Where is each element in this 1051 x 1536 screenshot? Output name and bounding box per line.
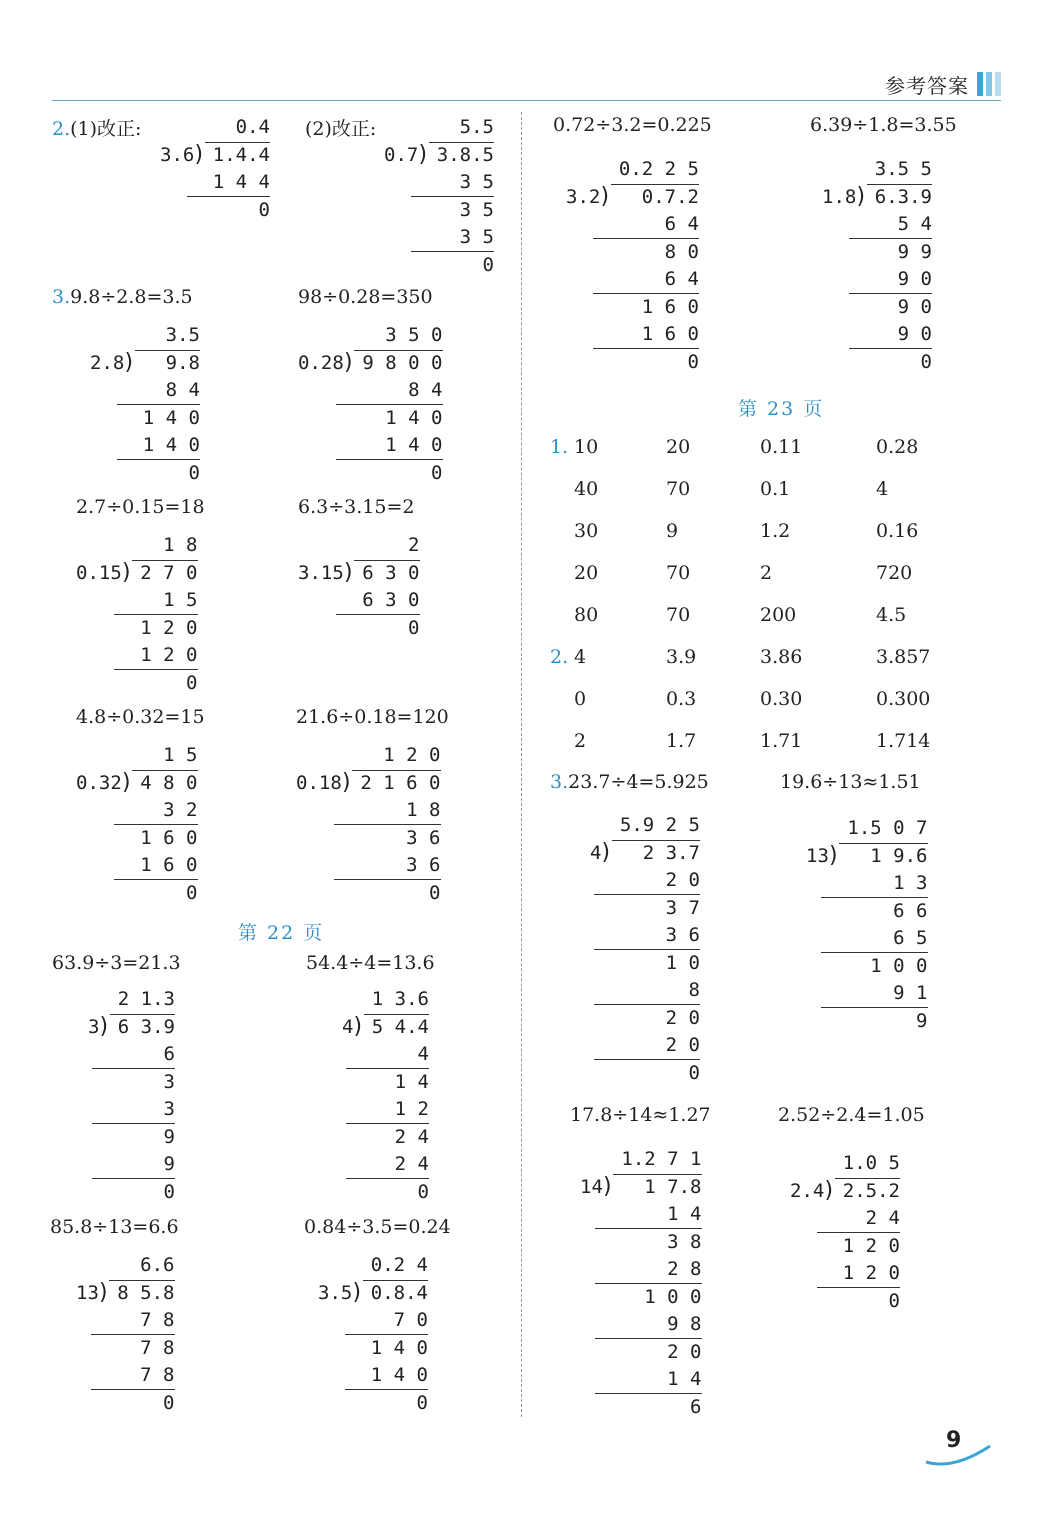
- division-quotient: 0.2 4: [370, 1254, 428, 1276]
- division-quotient: 5.5: [459, 116, 494, 138]
- division-divisor: 2.8: [90, 351, 125, 374]
- division-step: 3 5: [459, 198, 494, 221]
- division-divisor: 4: [342, 1015, 354, 1038]
- answer-cell: 1.714: [876, 730, 931, 752]
- right-eq1: 0.72÷3.2=0.225: [553, 114, 712, 136]
- answer-cell: 80: [574, 604, 599, 626]
- division-quotient: 1 2 0: [383, 744, 441, 766]
- division-step: 1 2 0: [140, 616, 198, 639]
- division-step: 1 2 0: [842, 1262, 900, 1284]
- answer-cell: 3.86: [760, 646, 803, 668]
- answer-cell: 30: [574, 520, 599, 542]
- p22-eq1: 63.9÷3=21.3: [52, 952, 181, 974]
- answer-cell: 3.857: [876, 646, 931, 668]
- p23-q3-eq4: 2.52÷2.4=1.05: [778, 1104, 925, 1126]
- division-step: 7 8: [140, 1336, 175, 1359]
- division-step: 0: [163, 1391, 175, 1414]
- division-step: 3 6: [406, 854, 441, 876]
- answer-cell: 1.7: [666, 730, 697, 752]
- division-dividend: 1 9.6: [870, 844, 928, 867]
- division-dividend: 5 4.4: [371, 1015, 429, 1038]
- division-bracket-icon: ): [194, 141, 204, 167]
- division-step: 1 2 0: [140, 644, 198, 666]
- division-step: 3 5: [459, 171, 494, 193]
- answer-cell: 20: [666, 436, 691, 458]
- division-step: 9 9: [897, 240, 932, 263]
- division-quotient: 1 8: [163, 534, 198, 556]
- division-step: 2 4: [394, 1153, 429, 1175]
- long-division: [342, 986, 429, 1206]
- division-step: 5 4: [897, 213, 932, 235]
- division-step: 0: [416, 1391, 428, 1414]
- division-quotient: 2 1.3: [117, 988, 175, 1010]
- division-step: 9 0: [897, 323, 932, 345]
- division-quotient: 2: [408, 534, 420, 556]
- answer-cell: 0.28: [876, 436, 919, 458]
- division-step: 8: [688, 979, 700, 1001]
- answer-cell: 200: [760, 604, 797, 626]
- division-step: 0: [188, 461, 200, 484]
- long-division: [88, 986, 175, 1206]
- page-header-title: 参考答案: [885, 74, 969, 98]
- q3-eq2: 98÷0.28=350: [298, 286, 433, 308]
- division-divisor: 13: [806, 844, 829, 867]
- division-step: 9 0: [897, 295, 932, 318]
- answer-cell: 4: [876, 478, 889, 500]
- answer-cell: 70: [666, 562, 691, 584]
- q3-eq1: [52, 286, 193, 308]
- division-quotient: 0.2 2 5: [618, 158, 699, 180]
- answer-cell: 0.3: [666, 688, 697, 710]
- division-dividend: 6 3 0: [362, 561, 420, 584]
- division-step: 1 4 0: [385, 434, 443, 456]
- p23-q3-eq2: 19.6÷13≈1.51: [780, 771, 921, 793]
- division-dividend: 6.3.9: [874, 185, 932, 208]
- division-step: 6 3 0: [362, 589, 420, 611]
- division-quotient: 1 3.6: [371, 988, 429, 1010]
- division-step: 7 8: [140, 1309, 175, 1331]
- p22-eq4: 0.84÷3.5=0.24: [304, 1216, 451, 1238]
- division-step: 9: [916, 1009, 928, 1032]
- division-quotient: 3.5: [165, 324, 200, 346]
- division-divisor: 0.15: [76, 561, 122, 584]
- division-step: 6 4: [664, 268, 699, 290]
- answer-cell: 2: [760, 562, 773, 584]
- division-bracket-icon: ): [344, 559, 353, 585]
- answer-cell: 1.2: [760, 520, 791, 542]
- long-division: [384, 114, 494, 279]
- division-step: 6: [690, 1395, 702, 1418]
- division-step: 2 0: [665, 1006, 700, 1029]
- division-divisor: 3.5: [318, 1281, 353, 1304]
- division-step: 8 4: [165, 379, 200, 401]
- division-bracket-icon: ): [122, 559, 131, 585]
- division-dividend: 9 8 0 0: [362, 351, 443, 374]
- division-step: 1 4 0: [385, 406, 443, 429]
- division-step: 2 4: [865, 1207, 900, 1229]
- division-divisor: 0.32: [76, 771, 122, 794]
- division-step: 1 6 0: [641, 295, 699, 318]
- division-bracket-icon: ): [603, 1173, 612, 1199]
- division-bracket-icon: ): [824, 1177, 834, 1203]
- division-step: 3 8: [667, 1230, 702, 1253]
- long-division: [318, 1252, 428, 1417]
- division-quotient: 0.4: [235, 116, 270, 138]
- section-page-22: 第 22 页: [238, 922, 325, 944]
- division-step: 3 6: [406, 826, 441, 849]
- division-dividend: 6 3.9: [117, 1015, 175, 1038]
- division-dividend: 2 1 6 0: [360, 771, 441, 794]
- header-decoration-icon: [977, 72, 1001, 96]
- division-dividend: 4 8 0: [140, 771, 198, 794]
- division-divisor: 4: [590, 841, 602, 864]
- answer-cell: 10: [574, 436, 599, 458]
- answer-cell: 3.9: [666, 646, 697, 668]
- long-division: [298, 532, 420, 642]
- division-step: 1 4: [394, 1070, 429, 1093]
- division-step: 7 0: [393, 1309, 428, 1331]
- division-divisor: 3.2: [566, 185, 601, 208]
- division-step: 1 2: [394, 1098, 429, 1120]
- long-division: [580, 1146, 702, 1421]
- q2-label: [52, 114, 141, 141]
- division-step: 1 0: [665, 951, 700, 974]
- division-quotient: 1.0 5: [842, 1152, 900, 1174]
- question-number: 2.: [550, 646, 569, 668]
- division-dividend: 1.4.4: [212, 143, 270, 166]
- answer-cell: 0.16: [876, 520, 919, 542]
- division-divisor: 14: [580, 1175, 603, 1198]
- division-bracket-icon: ): [353, 1013, 363, 1039]
- division-step: 0: [920, 350, 932, 373]
- division-step: 9 8: [667, 1313, 702, 1335]
- division-dividend: 9.8: [165, 351, 200, 374]
- long-division: [590, 812, 700, 1087]
- division-quotient: 3 5 0: [385, 324, 443, 346]
- p22-eq2: 54.4÷4=13.6: [306, 952, 435, 974]
- answer-cell: 20: [574, 562, 599, 584]
- division-step: 2 0: [667, 1340, 702, 1363]
- division-step: 3 7: [665, 896, 700, 919]
- division-step: 0: [186, 881, 198, 904]
- division-step: 2 0: [665, 869, 700, 891]
- q3-eq5: 4.8÷0.32=15: [76, 706, 205, 728]
- answer-cell: 0.1: [760, 478, 791, 500]
- p23-q3-eq3: 17.8÷14≈1.27: [570, 1104, 711, 1126]
- equation-text: 9.8÷2.8=3.5: [70, 286, 193, 308]
- answer-cell: 720: [876, 562, 913, 584]
- answer-cell: 0: [574, 688, 587, 710]
- division-step: 9 1: [893, 982, 928, 1004]
- p23-q3-eq1: [550, 771, 709, 793]
- division-step: 6 5: [893, 927, 928, 949]
- division-bracket-icon: ): [99, 1279, 108, 1305]
- division-step: 0: [408, 616, 420, 639]
- division-dividend: 3.8.5: [436, 143, 494, 166]
- division-divisor: 1.8: [822, 185, 857, 208]
- division-quotient: 6.6: [140, 1254, 175, 1276]
- answer-cell: 4.5: [876, 604, 907, 626]
- long-division: [790, 1150, 900, 1315]
- q3-number: 3.: [52, 286, 71, 308]
- equation-text: 23.7÷4=5.925: [568, 771, 709, 793]
- division-step: 1 5: [163, 589, 198, 611]
- division-dividend: 2 3.7: [642, 841, 700, 864]
- division-dividend: 1 7.8: [644, 1175, 702, 1198]
- division-step: 1 4: [667, 1203, 702, 1225]
- division-step: 0: [429, 881, 441, 904]
- division-step: 1 4: [667, 1368, 702, 1390]
- division-quotient: 1.2 7 1: [621, 1148, 702, 1170]
- division-step: 1 3: [893, 872, 928, 894]
- division-step: 1 4 4: [212, 171, 270, 193]
- section-page-23: 第 23 页: [738, 398, 825, 420]
- long-division: [90, 322, 200, 487]
- long-division: [76, 532, 198, 697]
- q3-eq4: 6.3÷3.15=2: [298, 496, 415, 518]
- division-divisor: 3.6: [160, 143, 195, 166]
- division-step: 1 4 0: [370, 1336, 428, 1359]
- division-bracket-icon: ): [352, 1279, 362, 1305]
- division-step: 0: [688, 1061, 700, 1084]
- page-number: 9: [946, 1428, 962, 1453]
- division-step: 0: [888, 1289, 900, 1312]
- long-division: [566, 156, 699, 376]
- division-quotient: 5.9 2 5: [619, 814, 700, 836]
- right-eq2: 6.39÷1.8=3.55: [810, 114, 957, 136]
- division-step: 0: [687, 350, 699, 373]
- division-step: 3: [163, 1070, 175, 1093]
- division-step: 0: [258, 198, 270, 221]
- division-step: 0: [431, 461, 443, 484]
- division-step: 2 0: [665, 1034, 700, 1056]
- q3-eq6: 21.6÷0.18=120: [296, 706, 449, 728]
- answer-cell: 0.30: [760, 688, 803, 710]
- answer-cell: 0.300: [876, 688, 931, 710]
- division-step: 1 4 0: [142, 434, 200, 456]
- division-step: 2 8: [667, 1258, 702, 1280]
- division-bracket-icon: ): [342, 769, 351, 795]
- division-step: 0: [482, 253, 494, 276]
- division-dividend: 2.5.2: [842, 1179, 900, 1202]
- column-divider: [521, 112, 522, 1417]
- division-step: 3 5: [459, 226, 494, 248]
- division-step: 1 6 0: [641, 323, 699, 345]
- long-division: [806, 815, 928, 1035]
- question-number: 1.: [550, 436, 569, 458]
- division-step: 8 0: [664, 240, 699, 263]
- answer-cell: 2: [574, 730, 587, 752]
- long-division: [822, 156, 932, 376]
- division-step: 9: [163, 1153, 175, 1175]
- division-step: 6 4: [664, 213, 699, 235]
- answer-cell: 1.71: [760, 730, 803, 752]
- division-step: 3 2: [163, 799, 198, 821]
- division-bracket-icon: ): [122, 769, 131, 795]
- answer-cell: 9: [666, 520, 679, 542]
- long-division: [296, 742, 441, 907]
- q3-eq3: 2.7÷0.15=18: [76, 496, 205, 518]
- division-step: 0: [417, 1180, 429, 1203]
- division-divisor: 13: [76, 1281, 99, 1304]
- long-division: [160, 114, 270, 224]
- p23-q3-number: 3.: [550, 771, 569, 793]
- division-step: 1 4 0: [370, 1364, 428, 1386]
- division-bracket-icon: ): [99, 1013, 109, 1039]
- division-step: 6: [163, 1043, 175, 1065]
- division-dividend: 2 7 0: [140, 561, 198, 584]
- division-divisor: 0.7: [384, 143, 419, 166]
- division-quotient: 1.5 0 7: [847, 817, 928, 839]
- division-quotient: 1 5: [163, 744, 198, 766]
- division-dividend: 0.7.2: [641, 185, 699, 208]
- division-divisor: 2.4: [790, 1179, 825, 1202]
- p22-eq3: 85.8÷13=6.6: [50, 1216, 179, 1238]
- division-bracket-icon: ): [124, 349, 134, 375]
- division-dividend: 8 5.8: [117, 1281, 175, 1304]
- division-step: 0: [186, 671, 198, 694]
- answer-cell: 40: [574, 478, 599, 500]
- answer-cell: 0.11: [760, 436, 803, 458]
- division-quotient: 3.5 5: [874, 158, 932, 180]
- division-step: 1 2 0: [842, 1234, 900, 1257]
- q2-number: 2.: [52, 118, 71, 140]
- division-dividend: 0.8.4: [370, 1281, 428, 1304]
- division-bracket-icon: ): [601, 839, 611, 865]
- division-step: 9 0: [897, 268, 932, 290]
- division-step: 1 8: [406, 799, 441, 821]
- division-bracket-icon: ): [600, 183, 610, 209]
- division-divisor: 3.15: [298, 561, 344, 584]
- answer-cell: 4: [574, 646, 587, 668]
- long-division: [76, 742, 198, 907]
- answer-cell: 70: [666, 604, 691, 626]
- division-step: 7 8: [140, 1364, 175, 1386]
- division-step: 1 6 0: [140, 854, 198, 876]
- q2-part2-label: (2)改正:: [305, 118, 377, 140]
- q2-part1-label: (1)改正:: [70, 118, 142, 140]
- division-step: 1 6 0: [140, 826, 198, 849]
- division-bracket-icon: ): [856, 183, 866, 209]
- division-bracket-icon: ): [829, 842, 838, 868]
- division-step: 3: [163, 1098, 175, 1120]
- division-step: 8 4: [408, 379, 443, 401]
- long-division: [76, 1252, 175, 1417]
- division-divisor: 0.18: [296, 771, 342, 794]
- division-bracket-icon: ): [418, 141, 428, 167]
- division-step: 1 0 0: [644, 1285, 702, 1308]
- division-step: 2 4: [394, 1125, 429, 1148]
- division-step: 3 6: [665, 924, 700, 946]
- division-step: 6 6: [893, 899, 928, 922]
- division-step: 9: [163, 1125, 175, 1148]
- division-step: 1 4 0: [142, 406, 200, 429]
- division-step: 0: [163, 1180, 175, 1203]
- long-division: [298, 322, 443, 487]
- division-step: 4: [417, 1043, 429, 1065]
- division-divisor: 0.28: [298, 351, 344, 374]
- answer-cell: 70: [666, 478, 691, 500]
- header-rule: [52, 100, 1001, 101]
- division-bracket-icon: ): [344, 349, 353, 375]
- division-step: 1 0 0: [870, 954, 928, 977]
- division-divisor: 3: [88, 1015, 100, 1038]
